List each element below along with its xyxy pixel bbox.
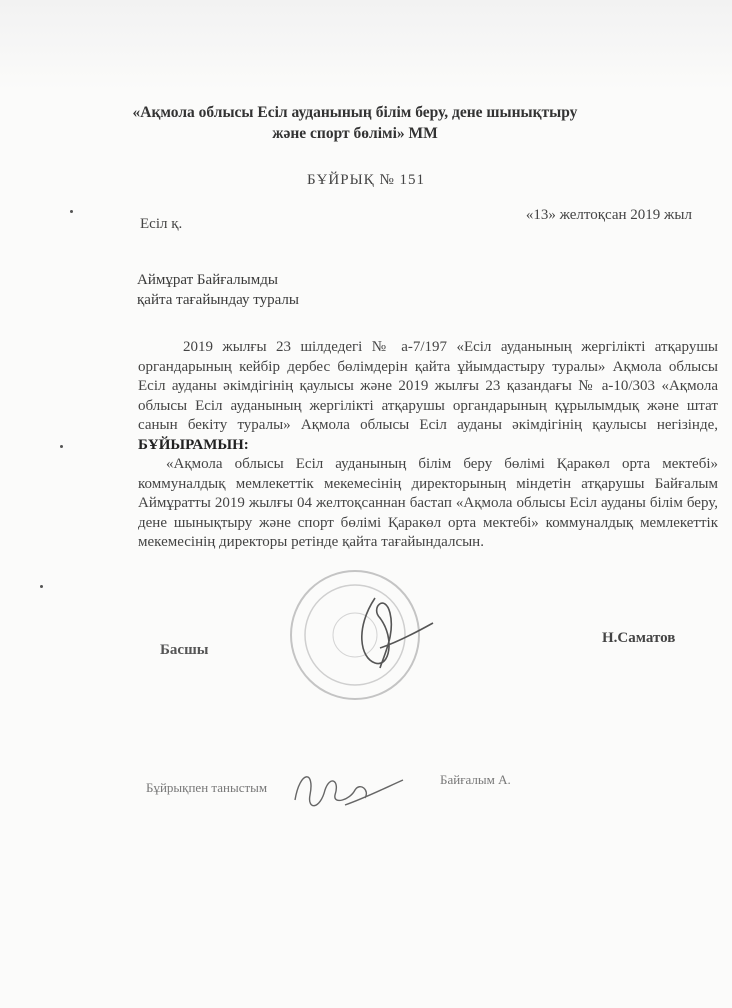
scan-speck	[60, 445, 63, 448]
subject-line-1: Аймұрат Байғалымды	[137, 272, 278, 288]
basis-text: 2019 жылғы 23 шілдедегі № а-7/197 «Есіл ауданының жергілікті атқарушы органдарының кейбір дербес бөлімдерін қайта ұйымдастыру туралы» Ақмола облысы Есіл ауданы әкімдігінің қаулысы және 2019 жылғы 23 қазандағы № а-10/303 «Ақмола облысы Есіл ауданының жергілікті атқарушы органдарының құрылымдық және штат санын бекіту туралы» Ақмола облысы Есіл ауданы әкімдігінің қаулысы негізінде,	[138, 339, 718, 433]
scan-speck	[70, 210, 73, 213]
organization-header: «Ақмола облысы Есіл ауданының білім беру, дене шынықтыру және спорт бөлімі» ММ	[132, 104, 578, 142]
head-label: Басшы	[160, 642, 209, 658]
order-title: БҰЙРЫҚ № 151	[306, 172, 426, 188]
scan-speck	[40, 585, 43, 588]
acknowledged-name: Байғалым А.	[440, 772, 511, 787]
head-name: Н.Саматов	[602, 630, 676, 646]
acknowledged-label: Бұйрықпен таныстым	[146, 780, 268, 795]
order-date: «13» желтоқсан 2019 жыл	[525, 207, 692, 223]
subject-line-2: қайта тағайындау туралы	[137, 292, 299, 308]
paragraph-decision: «Ақмола облысы Есіл ауданының білім беру бөлімі Қаракөл орта мектебі» коммуналдық мемлекеттік мекемесінің директорының міндетін атқарушы Байғалым Аймұратты 2019 жылғы 04 желтоқсаннан бастап «Ақмола облысы Есіл ауданы білім беру, дене шынықтыру және спорт бөлімі Қаракөл орта мектебі» коммуналдық мемлекеттік мекемесінің директоры ретінде қайта тағайындалсын.	[138, 456, 718, 550]
paragraph-basis	[138, 338, 718, 455]
acknowledgement-signature	[285, 760, 405, 820]
city-label: Есіл қ.	[140, 216, 183, 232]
head-signature	[345, 588, 435, 678]
order-subject	[137, 270, 299, 310]
order-word: БҰЙЫРАМЫН:	[138, 436, 249, 453]
scan-header-noise	[0, 0, 732, 90]
order-body	[138, 338, 718, 553]
